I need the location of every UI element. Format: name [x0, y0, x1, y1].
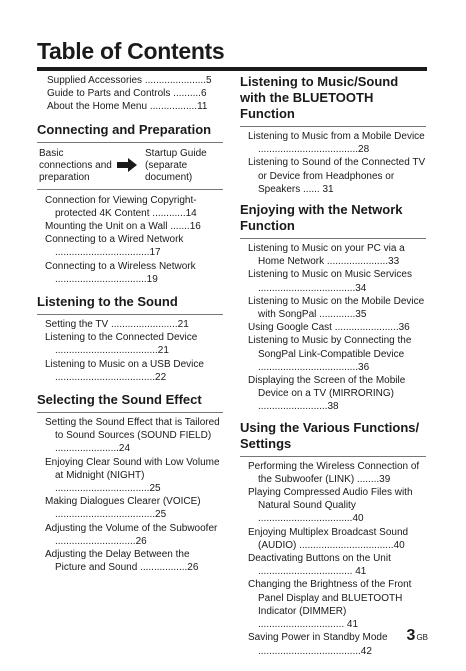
toc-entry[interactable]: Connection for Viewing Copyright-protected 4K Content ............14 — [45, 194, 197, 219]
startup-right-text: Startup Guide (separate document) — [145, 147, 207, 183]
startup-box — [37, 146, 223, 186]
toc-entry[interactable]: Adjusting the Delay Between the Picture and Sound .................26 — [45, 549, 199, 574]
toc-entry[interactable]: Enjoying Clear Sound with Low Volume at Midnight (NIGHT) ..................................25 — [45, 456, 220, 495]
toc-entry[interactable]: Listening to Music on Music Services ...................................34 — [248, 269, 412, 294]
toc-entry[interactable]: Changing the Brightness of the Front Panel Display and BLUETOOTH Indicator (DIMMER) ............................... 41 — [248, 579, 412, 631]
toc-entry[interactable]: Performing the Wireless Connection of the Subwoofer (LINK) ........39 — [248, 460, 420, 485]
section-heading: Listening to the Sound — [37, 294, 178, 310]
section-heading: Enjoying with the Network Function — [240, 202, 403, 234]
toc-entry[interactable]: Listening to Music on the Mobile Device with SongPal .............35 — [248, 295, 425, 321]
startup-left-text: Basic connections and preparation — [39, 147, 112, 183]
title-rule — [37, 67, 427, 71]
toc-entry[interactable]: Setting the TV ........................21 — [45, 319, 189, 331]
section-rule — [240, 456, 426, 457]
toc-entry[interactable]: Adjusting the Volume of the Subwoofer .............................26 — [45, 522, 218, 547]
toc-entry[interactable]: Listening to Sound of the Connected TV or Device from Headphones or Speakers ...... 31 — [248, 157, 426, 195]
toc-entry[interactable]: Listening to the Connected Device .....................................21 — [45, 332, 198, 357]
arrow-right-icon — [117, 158, 137, 176]
toc-entry[interactable]: Setting the Sound Effect that is Tailored to Sound Sources (SOUND FIELD) .......................24 — [45, 417, 220, 455]
section-rule — [37, 412, 223, 413]
toc-entry[interactable]: Saving Power in Standby Mode .....................................42 — [248, 632, 388, 657]
toc-entry[interactable]: Connecting to a Wired Network ..................................17 — [45, 234, 184, 259]
section-rule — [37, 142, 223, 143]
toc-entry[interactable]: Supplied Accessories ......................5 — [47, 75, 212, 86]
right-column — [240, 74, 426, 658]
section-heading: Using the Various Functions/ Settings — [240, 419, 420, 451]
toc-entry[interactable]: Listening to Music by Connecting the SongPal Link-Compatible Device ....................................36 — [248, 335, 412, 373]
toc-entry[interactable]: Guide to Parts and Controls ..........6 — [47, 88, 207, 100]
toc-entry[interactable]: About the Home Menu .................11 — [47, 101, 208, 113]
toc-entry[interactable]: Listening to Music on a USB Device ....................................22 — [45, 358, 204, 383]
toc-entry[interactable]: Listening to Music from a Mobile Device ....................................28 — [248, 131, 425, 156]
toc-entry[interactable]: Listening to Music on your PC via a Home Network ......................33 — [248, 243, 405, 268]
box-rule — [37, 189, 223, 190]
toc-entry[interactable]: Connecting to a Wireless Network .................................19 — [45, 260, 196, 285]
section-heading: Listening to Music/Sound with the BLUETOOTH Function — [240, 74, 399, 121]
toc-entry[interactable]: Making Dialogues Clearer (VOICE) ....................................25 — [45, 496, 201, 521]
section-heading: Selecting the Sound Effect — [37, 392, 202, 408]
section-rule — [240, 126, 426, 127]
toc-entry[interactable]: Mounting the Unit on a Wall .......16 — [45, 221, 201, 233]
page-number-value: 3 — [406, 627, 416, 644]
page-number — [407, 627, 428, 645]
toc-entry[interactable]: Using Google Cast .......................36 — [248, 322, 410, 334]
toc-entry[interactable]: Enjoying Multiplex Broadcast Sound (AUDIO) ..................................40 — [248, 526, 409, 551]
section-rule — [37, 314, 223, 315]
page-number-suffix: GB — [416, 633, 428, 642]
toc-entry[interactable]: Displaying the Screen of the Mobile Device on a TV (MIRRORING) .........................38 — [248, 375, 406, 413]
toc-entry[interactable]: Deactivating Buttons on the Unit .................................. 41 — [248, 553, 391, 578]
left-column — [37, 74, 223, 574]
page-title: Table of Contents — [37, 38, 225, 64]
toc-entry[interactable]: Playing Compressed Audio Files with Natural Sound Quality ..................................40 — [248, 487, 413, 525]
section-rule — [240, 238, 426, 239]
section-heading: Connecting and Preparation — [37, 121, 212, 137]
